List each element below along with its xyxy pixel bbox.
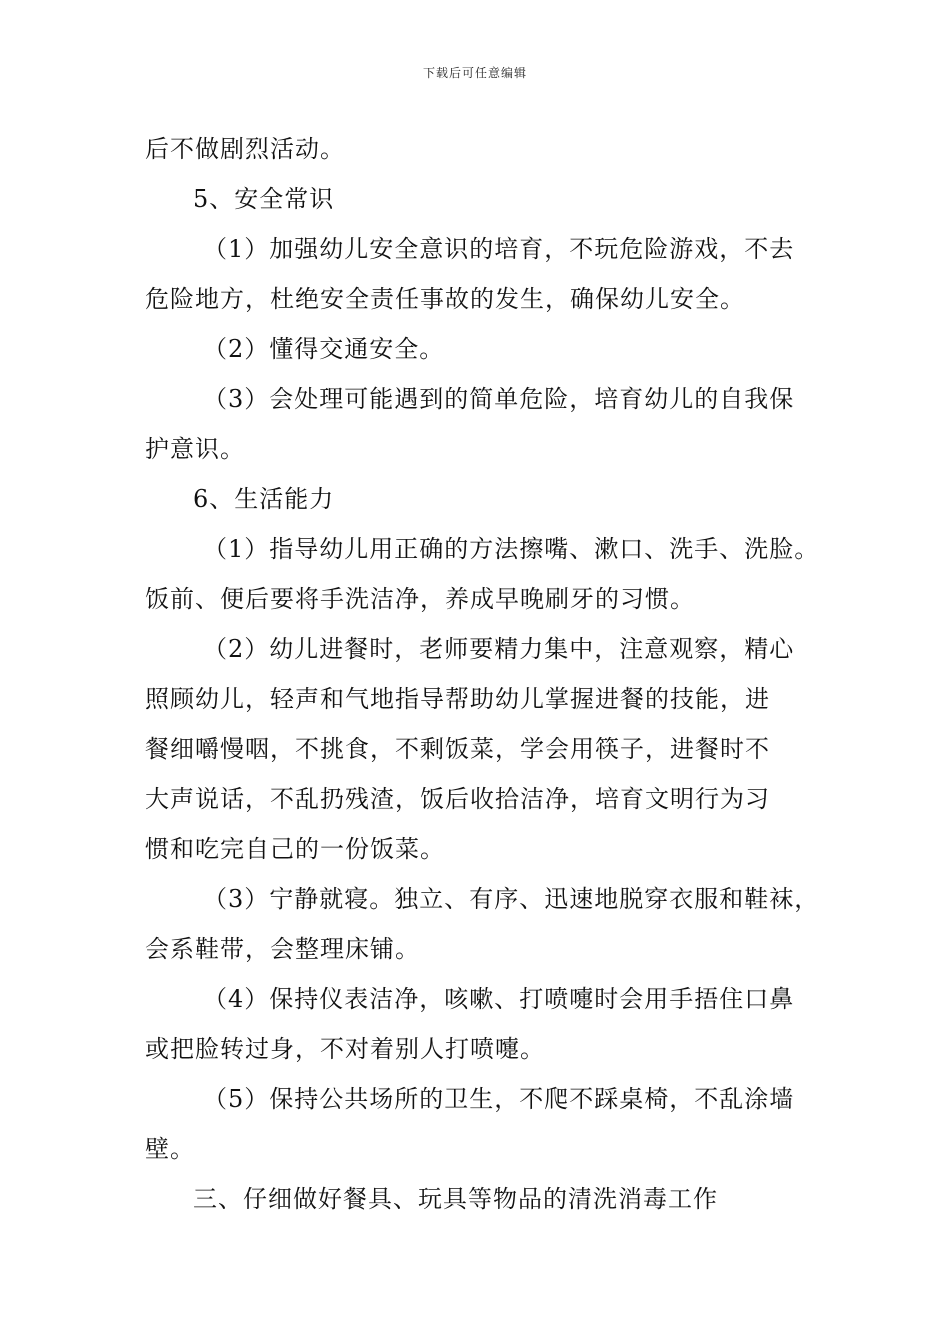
text-line: （1）加强幼儿安全意识的培育，不玩危险游戏，不去 <box>203 235 795 263</box>
paragraph <box>145 974 835 1074</box>
paragraph <box>145 124 835 174</box>
paragraph <box>145 1174 835 1224</box>
page-header: 下载后可任意编辑 <box>422 66 527 80</box>
paragraph <box>145 224 835 324</box>
text-line: （3）宁静就寝。独立、有序、迅速地脱穿衣服和鞋袜， <box>203 885 820 913</box>
text-line: 餐细嚼慢咽，不挑食，不剩饭菜，学会用筷子，进餐时不 <box>145 735 770 763</box>
text-line: 照顾幼儿，轻声和气地指导帮助幼儿掌握进餐的技能，进 <box>145 685 770 713</box>
text-line: （2）幼儿进餐时，老师要精力集中，注意观察，精心 <box>203 635 795 663</box>
text-line: 惯和吃完自己的一份饭菜。 <box>145 835 445 863</box>
text-line: 6、生活能力 <box>193 485 335 513</box>
text-line: 三、仔细做好餐具、玩具等物品的清洗消毒工作 <box>193 1185 718 1213</box>
paragraph <box>145 1074 835 1174</box>
text-line: 大声说话，不乱扔残渣，饭后收拾洁净，培育文明行为习 <box>145 785 770 813</box>
paragraph <box>145 474 835 524</box>
paragraph <box>145 374 835 474</box>
text-line: （3）会处理可能遇到的简单危险，培育幼儿的自我保 <box>203 385 795 413</box>
text-line: （4）保持仪表洁净，咳嗽、打喷嚏时会用手捂住口鼻 <box>203 985 795 1013</box>
text-line: （1）指导幼儿用正确的方法擦嘴、漱口、洗手、洗脸。 <box>203 535 820 563</box>
paragraph <box>145 174 835 224</box>
text-line: 5、安全常识 <box>193 185 335 213</box>
text-line: 后不做剧烈活动。 <box>145 135 345 163</box>
text-line: 危险地方，杜绝安全责任事故的发生，确保幼儿安全。 <box>145 285 745 313</box>
text-line: 或把脸转过身，不对着别人打喷嚏。 <box>145 1035 545 1063</box>
text-line: 护意识。 <box>145 435 245 463</box>
document-body <box>145 124 835 1224</box>
text-line: 饭前、便后要将手洗洁净，养成早晚刷牙的习惯。 <box>145 585 695 613</box>
text-line: 壁。 <box>145 1135 195 1163</box>
paragraph <box>145 524 835 624</box>
text-line: 会系鞋带，会整理床铺。 <box>145 935 420 963</box>
text-line: （2）懂得交通安全。 <box>203 335 445 363</box>
text-line: （5）保持公共场所的卫生，不爬不踩桌椅，不乱涂墙 <box>203 1085 795 1113</box>
paragraph <box>145 624 835 874</box>
paragraph <box>145 874 835 974</box>
paragraph <box>145 324 835 374</box>
